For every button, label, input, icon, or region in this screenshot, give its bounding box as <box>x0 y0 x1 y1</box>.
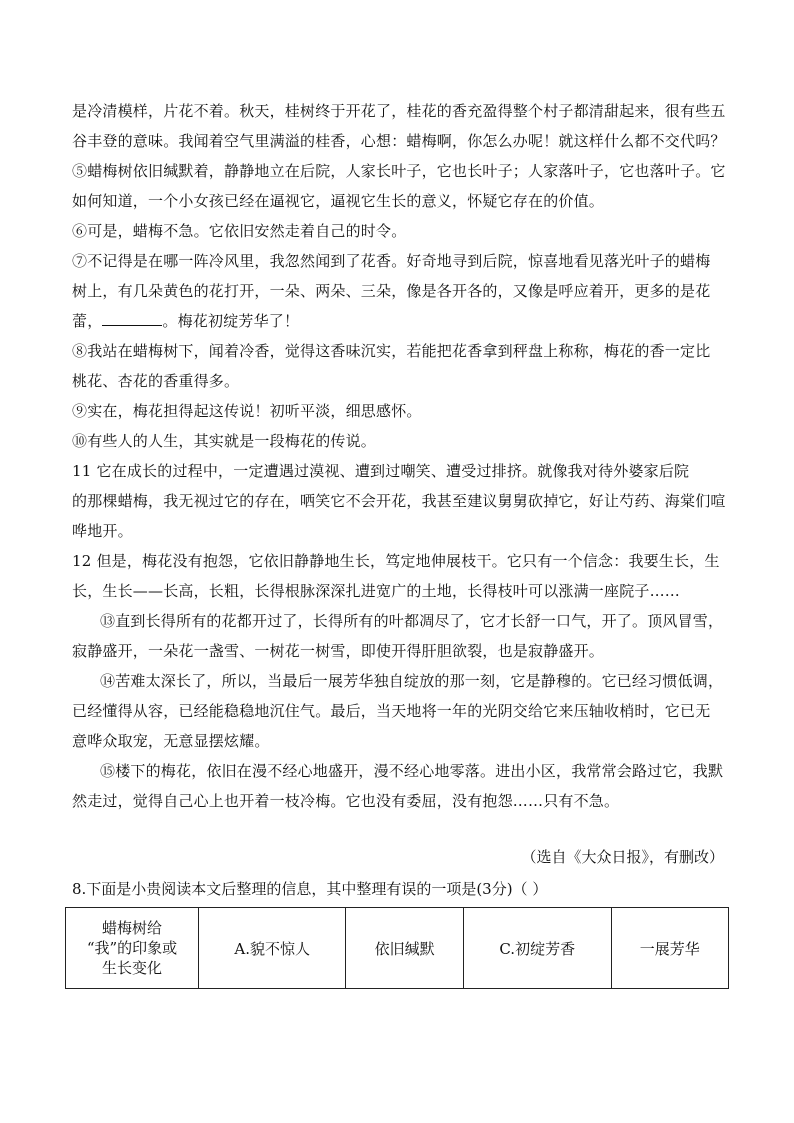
text-line: 是冷清模样，片花不着。秋天，桂树终于开花了，桂花的香充盈得整个村子都清甜起来，很有些五 <box>72 102 726 120</box>
text-line: 寂静盛开，一朵花一盏雪、一树花一树雪，即使开得肝胆欲裂，也是寂静盛开。 <box>72 642 605 660</box>
paragraph-13 <box>72 606 724 666</box>
info-table <box>65 907 729 989</box>
header-line: 蜡梅树给 <box>101 919 162 937</box>
table-cell-b: 依旧缄默 <box>346 908 463 989</box>
text-line: 的那棵蜡梅，我无视过它的存在，哂笑它不会开花，我甚至建议舅舅砍掉它，好让芍药、海棠们喧 <box>72 492 726 510</box>
text-line: ⑦不记得是在哪一阵冷风里，我忽然闻到了花香。好奇地寻到后院，惊喜地看见落光叶子的蜡梅 <box>72 252 711 270</box>
text-line: 然走过，觉得自己心上也开着一枝冷梅。它也没有委屈，没有抱怨……只有不急。 <box>72 792 620 810</box>
text-line: ⑮楼下的梅花，依旧在漫不经心地盛开，漫不经心地零落。进出小区，我常常会路过它，我默 <box>100 762 724 780</box>
paragraph-6 <box>72 216 724 246</box>
text-fragment: 。梅花初绽芳华了！ <box>162 312 300 330</box>
text-line: ⑧我站在蜡梅树下，闻着冷香，觉得这香味沉实，若能把花香拿到秤盘上称称，梅花的香一定比 <box>72 342 711 360</box>
text-fragment: 蕾， <box>72 312 103 330</box>
table-header-cell <box>66 908 199 989</box>
paragraph-continued <box>72 96 724 156</box>
paragraph-8 <box>72 336 724 396</box>
text-line: 长，生长——长高，长粗，长得根脉深深扎进宽广的土地，长得枝叶可以涨满一座院子…… <box>72 582 681 600</box>
paragraph-5 <box>72 156 724 216</box>
text-line: ⑭苦难太深长了，所以，当最后一展芳华独自绽放的那一刻，它是静穆的。它已经习惯低调， <box>100 672 724 690</box>
text-line: ⑤蜡梅树依旧缄默着，静静地立在后院，人家长叶子，它也长叶子；人家落叶子，它也落叶子。它 <box>72 162 726 180</box>
header-line: 生长变化 <box>101 959 162 977</box>
paragraph-11 <box>72 456 724 546</box>
paragraph-14 <box>72 666 724 756</box>
paragraph-10 <box>72 426 724 456</box>
text-line: 12 但是，梅花没有抱怨，它依旧静静地生长，笃定地伸展枝干。它只有一个信念：我要生长，生 <box>72 552 720 570</box>
text-line: ⑩有些人的人生，其实就是一段梅花的传说。 <box>72 432 377 450</box>
paragraph-12 <box>72 546 724 606</box>
text-line: 已经懂得从容，已经能稳稳地沉住气。最后，当天地将一年的光阴交给它来压轴收梢时，它已无 <box>72 702 711 720</box>
paragraph-7 <box>72 246 724 336</box>
text-line: ⑥可是，蜡梅不急。它依旧安然走着自己的时令。 <box>72 222 407 240</box>
text-line: ⑨实在，梅花担得起这传说！初听平淡，细思感怀。 <box>72 402 422 420</box>
text-line: 哗地开。 <box>72 522 133 540</box>
paragraph-9 <box>72 396 724 426</box>
table-row <box>66 908 729 989</box>
header-line: “我”的印象或 <box>86 939 178 957</box>
text-line: 如何知道，一个小女孩已经在逼视它，逼视它生长的意义，怀疑它存在的价值。 <box>72 192 605 210</box>
source-citation: （选自《大众日报》，有删改） <box>521 848 724 866</box>
text-line <box>72 306 724 336</box>
table-cell-d: 一展芳华 <box>611 908 728 989</box>
table-cell-a: A.貌不惊人 <box>199 908 346 989</box>
text-line: 谷丰登的意味。我闻着空气里满溢的桂香，心想：蜡梅啊，你怎么办呢！就这样什么都不交代吗？ <box>72 132 726 150</box>
text-line: 意哗众取宠，无意显摆炫耀。 <box>72 732 270 750</box>
text-line: 桃花、杏花的香重得多。 <box>72 372 240 390</box>
text-line: ⑬直到长得所有的花都开过了，长得所有的叶都凋尽了，它才长舒一口气，开了。顶风冒雪， <box>100 612 724 630</box>
text-line: 树上，有几朵黄色的花打开，一朵、两朵、三朵，像是各开各的，又像是呼应着开，更多的是花 <box>72 282 711 300</box>
paragraph-15 <box>72 756 724 816</box>
text-line: 11 它在成长的过程中，一定遭遇过漠视、遭到过嘲笑、遭受过排挤。就像我对待外婆家后院 <box>72 462 690 480</box>
fill-blank <box>102 311 162 326</box>
table-cell-c: C.初绽芳香 <box>463 908 611 989</box>
question-8: 8.下面是小贵阅读本文后整理的信息，其中整理有误的一项是(3分)（ ） <box>72 880 548 898</box>
